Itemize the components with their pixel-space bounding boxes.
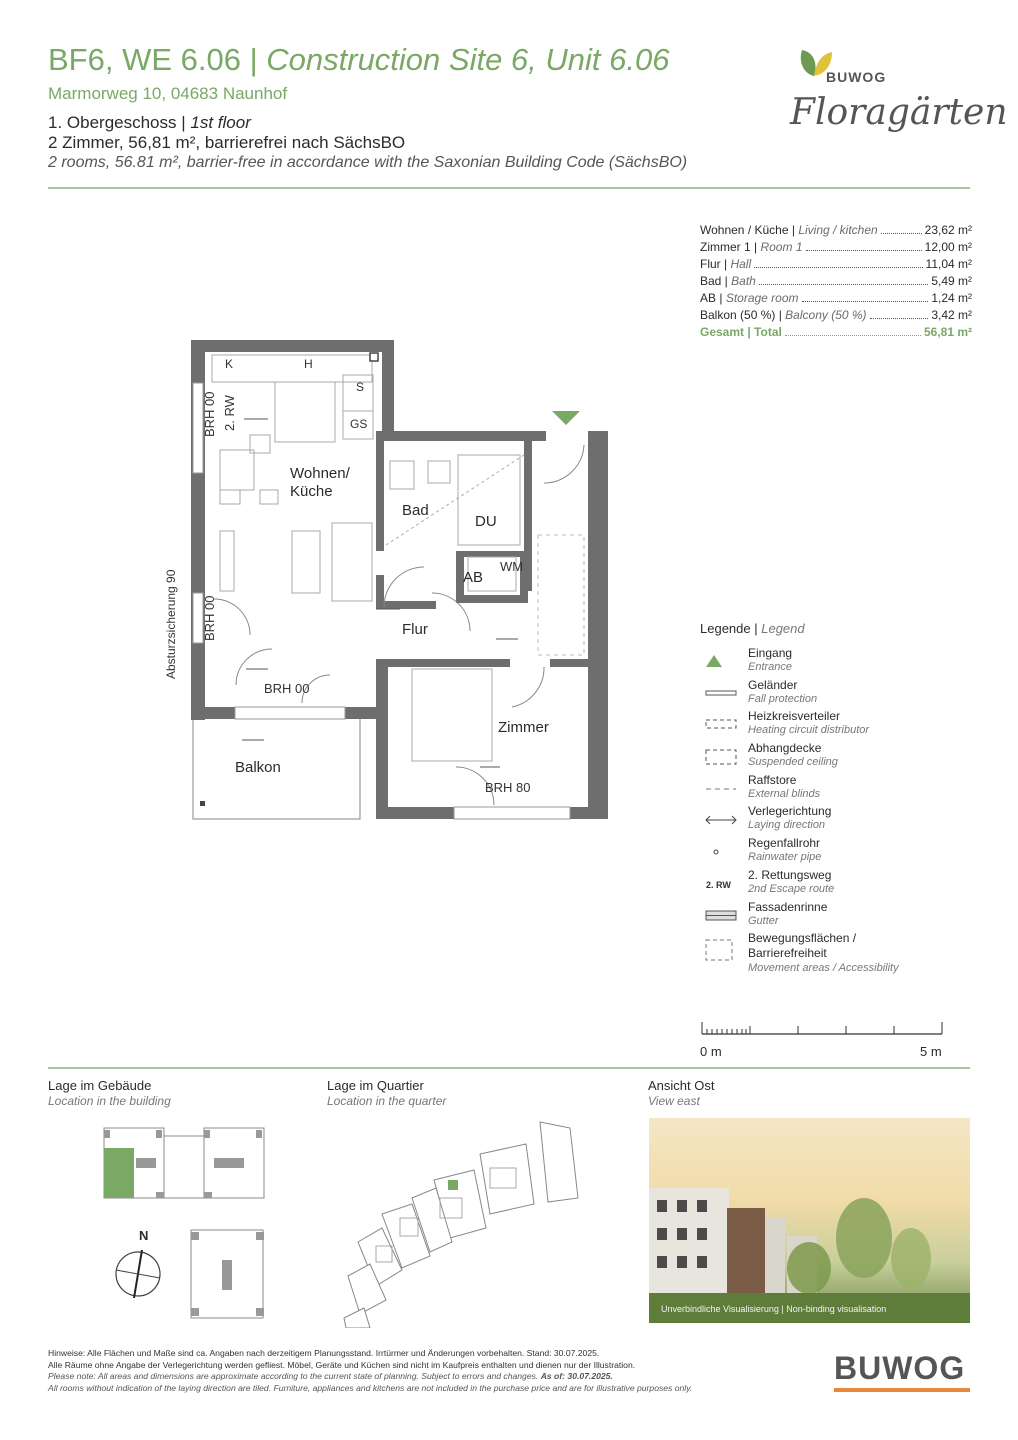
- legend-title: Legende | Legend: [700, 621, 805, 636]
- title-english: Construction Site 6, Unit 6.06: [266, 42, 670, 77]
- render-caption: Unverbindliche Visualisierung | Non-binding visualisation: [661, 1304, 887, 1314]
- footnote-en-1: Please note: All areas and dimensions are approximate according to the current state of planning. Subject to errors and changes. As of: 30.07.2025.: [48, 1371, 613, 1381]
- floor-plan: [160, 335, 620, 825]
- walls: [191, 340, 608, 819]
- view-east-heading: Ansicht Ost View east: [648, 1078, 715, 1108]
- scale-start: 0 m: [700, 1044, 722, 1059]
- logo-text: BUWOG: [826, 69, 887, 85]
- legend-label-en: Gutter: [748, 914, 779, 927]
- area-label: Balkon (50 %) | Balcony (50 %): [700, 308, 867, 322]
- rainwater-pipe-icon: [370, 353, 378, 361]
- building-plan-drawing: [96, 1122, 276, 1322]
- header-divider: [48, 187, 970, 189]
- area-row: [700, 274, 972, 291]
- title-german: BF6, WE 6.06 |: [48, 42, 258, 77]
- entrance-triangle-icon: [552, 411, 580, 425]
- area-row: [700, 308, 972, 325]
- area-row: [700, 240, 972, 257]
- dot-leader: [759, 284, 928, 285]
- total-value: 56,81 m²: [923, 325, 972, 339]
- building-location-heading: Lage im Gebäude Location in the building: [48, 1078, 171, 1108]
- bed: [412, 669, 492, 761]
- legend-label-en: Suspended ceiling: [748, 756, 838, 769]
- page-title: [48, 42, 669, 78]
- svg-text:2. RW: 2. RW: [706, 879, 731, 890]
- kitchen-mark-gs: GS: [350, 417, 368, 431]
- brh-left-mid: BRH 00: [202, 595, 217, 641]
- dot-leader: [806, 250, 922, 251]
- footnote-de-2: Alle Räume ohne Angabe der Verlegerichtung werden gefliest. Möbel, Geräte und Küchen sind nicht im Kaufpreis enthalten und dienen nur der Illustration.: [48, 1359, 636, 1370]
- legend-item: [700, 741, 970, 773]
- scale-ruler: [700, 1020, 950, 1042]
- legend: [700, 621, 970, 979]
- legend-label-de: Bewegungsflächen /: [748, 931, 857, 946]
- area-label: Bad | Bath: [700, 274, 756, 288]
- legend-label-en: Heating circuit distributor: [748, 724, 870, 737]
- legend-label-en: Movement areas / Accessibility: [748, 962, 899, 975]
- legend-label-en: External blinds: [748, 787, 821, 800]
- suspended-ceiling-area: [538, 535, 584, 655]
- area-label: Wohnen / Küche | Living / kitchen: [700, 223, 878, 237]
- area-label: Flur | Hall: [700, 257, 752, 271]
- suspended-ceiling-icon: [704, 748, 738, 766]
- area-table: [700, 223, 972, 342]
- legend-label-de: Abhangdecke: [748, 741, 822, 756]
- floor-info: [48, 113, 251, 133]
- area-value: 12,00 m²: [924, 240, 972, 254]
- footnotes: [48, 1348, 768, 1394]
- external-blinds-icon: [704, 780, 738, 798]
- legend-item: [700, 804, 970, 836]
- dining-table: [220, 435, 278, 504]
- legend-label-de: Raffstore: [748, 772, 797, 787]
- dot-leader: [754, 267, 922, 268]
- scale-bar: [700, 1020, 950, 1059]
- area-value: 1,24 m²: [931, 291, 972, 305]
- area-label: AB | Storage room: [700, 291, 799, 305]
- area-total-row: [700, 325, 972, 342]
- building-location-map: [96, 1122, 276, 1322]
- render-illustration: [649, 1118, 970, 1323]
- laying-direction-icon: [704, 811, 738, 829]
- legend-label-de: Eingang: [748, 646, 793, 660]
- rainwater-pipe-icon: [200, 801, 205, 806]
- floor-english: 1st floor: [190, 113, 251, 132]
- footnote-de-1: Hinweise: Alle Flächen und Maße sind ca. Angaben nach derzeitigem Planungsstand. Irrtürmer und Änderungen vorbehalten. Stand: 30.07.2025.: [48, 1348, 600, 1358]
- dot-leader: [802, 301, 929, 302]
- legend-item: [700, 678, 970, 710]
- room-label-storage: AB: [463, 569, 484, 586]
- legend-item: [700, 836, 970, 868]
- project-script-logo: Floragärten: [790, 92, 1008, 133]
- room-label-balcony: Balkon: [235, 759, 281, 776]
- area-value: 23,62 m²: [924, 223, 972, 237]
- footnote-en-2: All rooms without indication of the laying direction are tiled. Furniture, appliances and kitchens are not included in the purchase price and are for illustrative purposes only.: [48, 1382, 693, 1393]
- area-value: 5,49 m²: [931, 274, 972, 288]
- section-divider: [48, 1067, 970, 1069]
- room-label-kitchen: Küche: [290, 483, 333, 500]
- footer-logo-bar: [834, 1388, 970, 1392]
- entrance-triangle-icon: [704, 653, 738, 671]
- legend-item: [700, 646, 970, 678]
- escape-route-icon: [704, 875, 738, 893]
- room-label-room: Zimmer: [498, 719, 549, 736]
- room-label-shower: DU: [475, 513, 497, 530]
- quarter-plan-drawing: [340, 1118, 590, 1328]
- legend-label-de: Fassadenrinne: [748, 899, 828, 914]
- room-label-hall: Flur: [402, 621, 428, 638]
- legend-label-en: 2nd Escape route: [748, 882, 835, 895]
- brh-bottom-living: BRH 00: [264, 681, 310, 696]
- brh-bottom-room: BRH 80: [485, 780, 531, 795]
- footer-logo-text: BUWOG: [834, 1350, 966, 1386]
- buwog-logo: [796, 44, 896, 90]
- kitchen-mark-s: S: [356, 380, 365, 394]
- kitchen-mark-k: K: [225, 357, 234, 371]
- gutter-icon: [704, 907, 738, 925]
- area-value: 11,04 m²: [925, 257, 972, 271]
- legend-item: [700, 709, 970, 741]
- footer-logo: [834, 1352, 970, 1392]
- legend-item: [700, 773, 970, 805]
- address: Marmorweg 10, 04683 Naunhof: [48, 84, 288, 103]
- area-label: Zimmer 1 | Room 1: [700, 240, 803, 254]
- area-row: [700, 291, 972, 308]
- legend-label-en: Fall protection: [748, 692, 818, 705]
- area-row: [700, 257, 972, 274]
- dot-leader: [881, 233, 922, 234]
- view-east-render: [649, 1118, 970, 1323]
- legend-item: [700, 900, 970, 932]
- brh-left-top: BRH 00: [202, 391, 217, 437]
- total-label: Gesamt | Total: [700, 325, 782, 339]
- legend-label-de: Regenfallrohr: [748, 836, 821, 851]
- legend-label-de: Verlegerichtung: [748, 804, 832, 819]
- kitchen-mark-h: H: [304, 357, 313, 371]
- rooms-summary-english: 2 rooms, 56.81 m², barrier-free in accordance with the Saxonian Building Code (SächsBO): [48, 154, 688, 171]
- quarter-location-heading: Lage im Quartier Location in the quarter: [327, 1078, 447, 1108]
- legend-label-en: Laying direction: [748, 819, 826, 832]
- railing-icon: [704, 685, 738, 703]
- legend-label-en: Entrance: [748, 661, 793, 673]
- escape-route-label: 2. RW: [222, 395, 237, 431]
- scale-end: 5 m: [920, 1044, 942, 1059]
- legend-item: [700, 931, 970, 979]
- area-row: [700, 223, 972, 240]
- room-label-bath: Bad: [402, 502, 429, 519]
- movement-area-icon: [704, 938, 738, 956]
- room-label-washer: WM: [500, 559, 524, 574]
- heating-distributor-icon: [704, 716, 738, 734]
- room-label-living: Wohnen/: [290, 465, 350, 482]
- area-value: 3,42 m²: [931, 308, 972, 322]
- legend-item: [700, 868, 970, 900]
- rooms-summary-german: 2 Zimmer, 56,81 m², barrierefrei nach SächsBO: [48, 133, 406, 152]
- legend-label-de: Geländer: [748, 677, 798, 692]
- legend-label-de-2: Barrierefreiheit: [748, 946, 827, 961]
- sofa: [220, 523, 372, 601]
- quarter-location-map: [340, 1118, 590, 1328]
- legend-label-en: Rainwater pipe: [748, 851, 822, 864]
- north-label: N: [139, 1228, 149, 1243]
- legend-label-de: Heizkreisverteiler: [748, 709, 841, 724]
- fall-protection-label: Absturzsicherung 90: [164, 569, 178, 679]
- rainwater-pipe-icon: [704, 843, 738, 861]
- legend-label-de: 2. Rettungsweg: [748, 867, 832, 882]
- dot-leader: [870, 318, 929, 319]
- floor-german: 1. Obergeschoss |: [48, 113, 186, 132]
